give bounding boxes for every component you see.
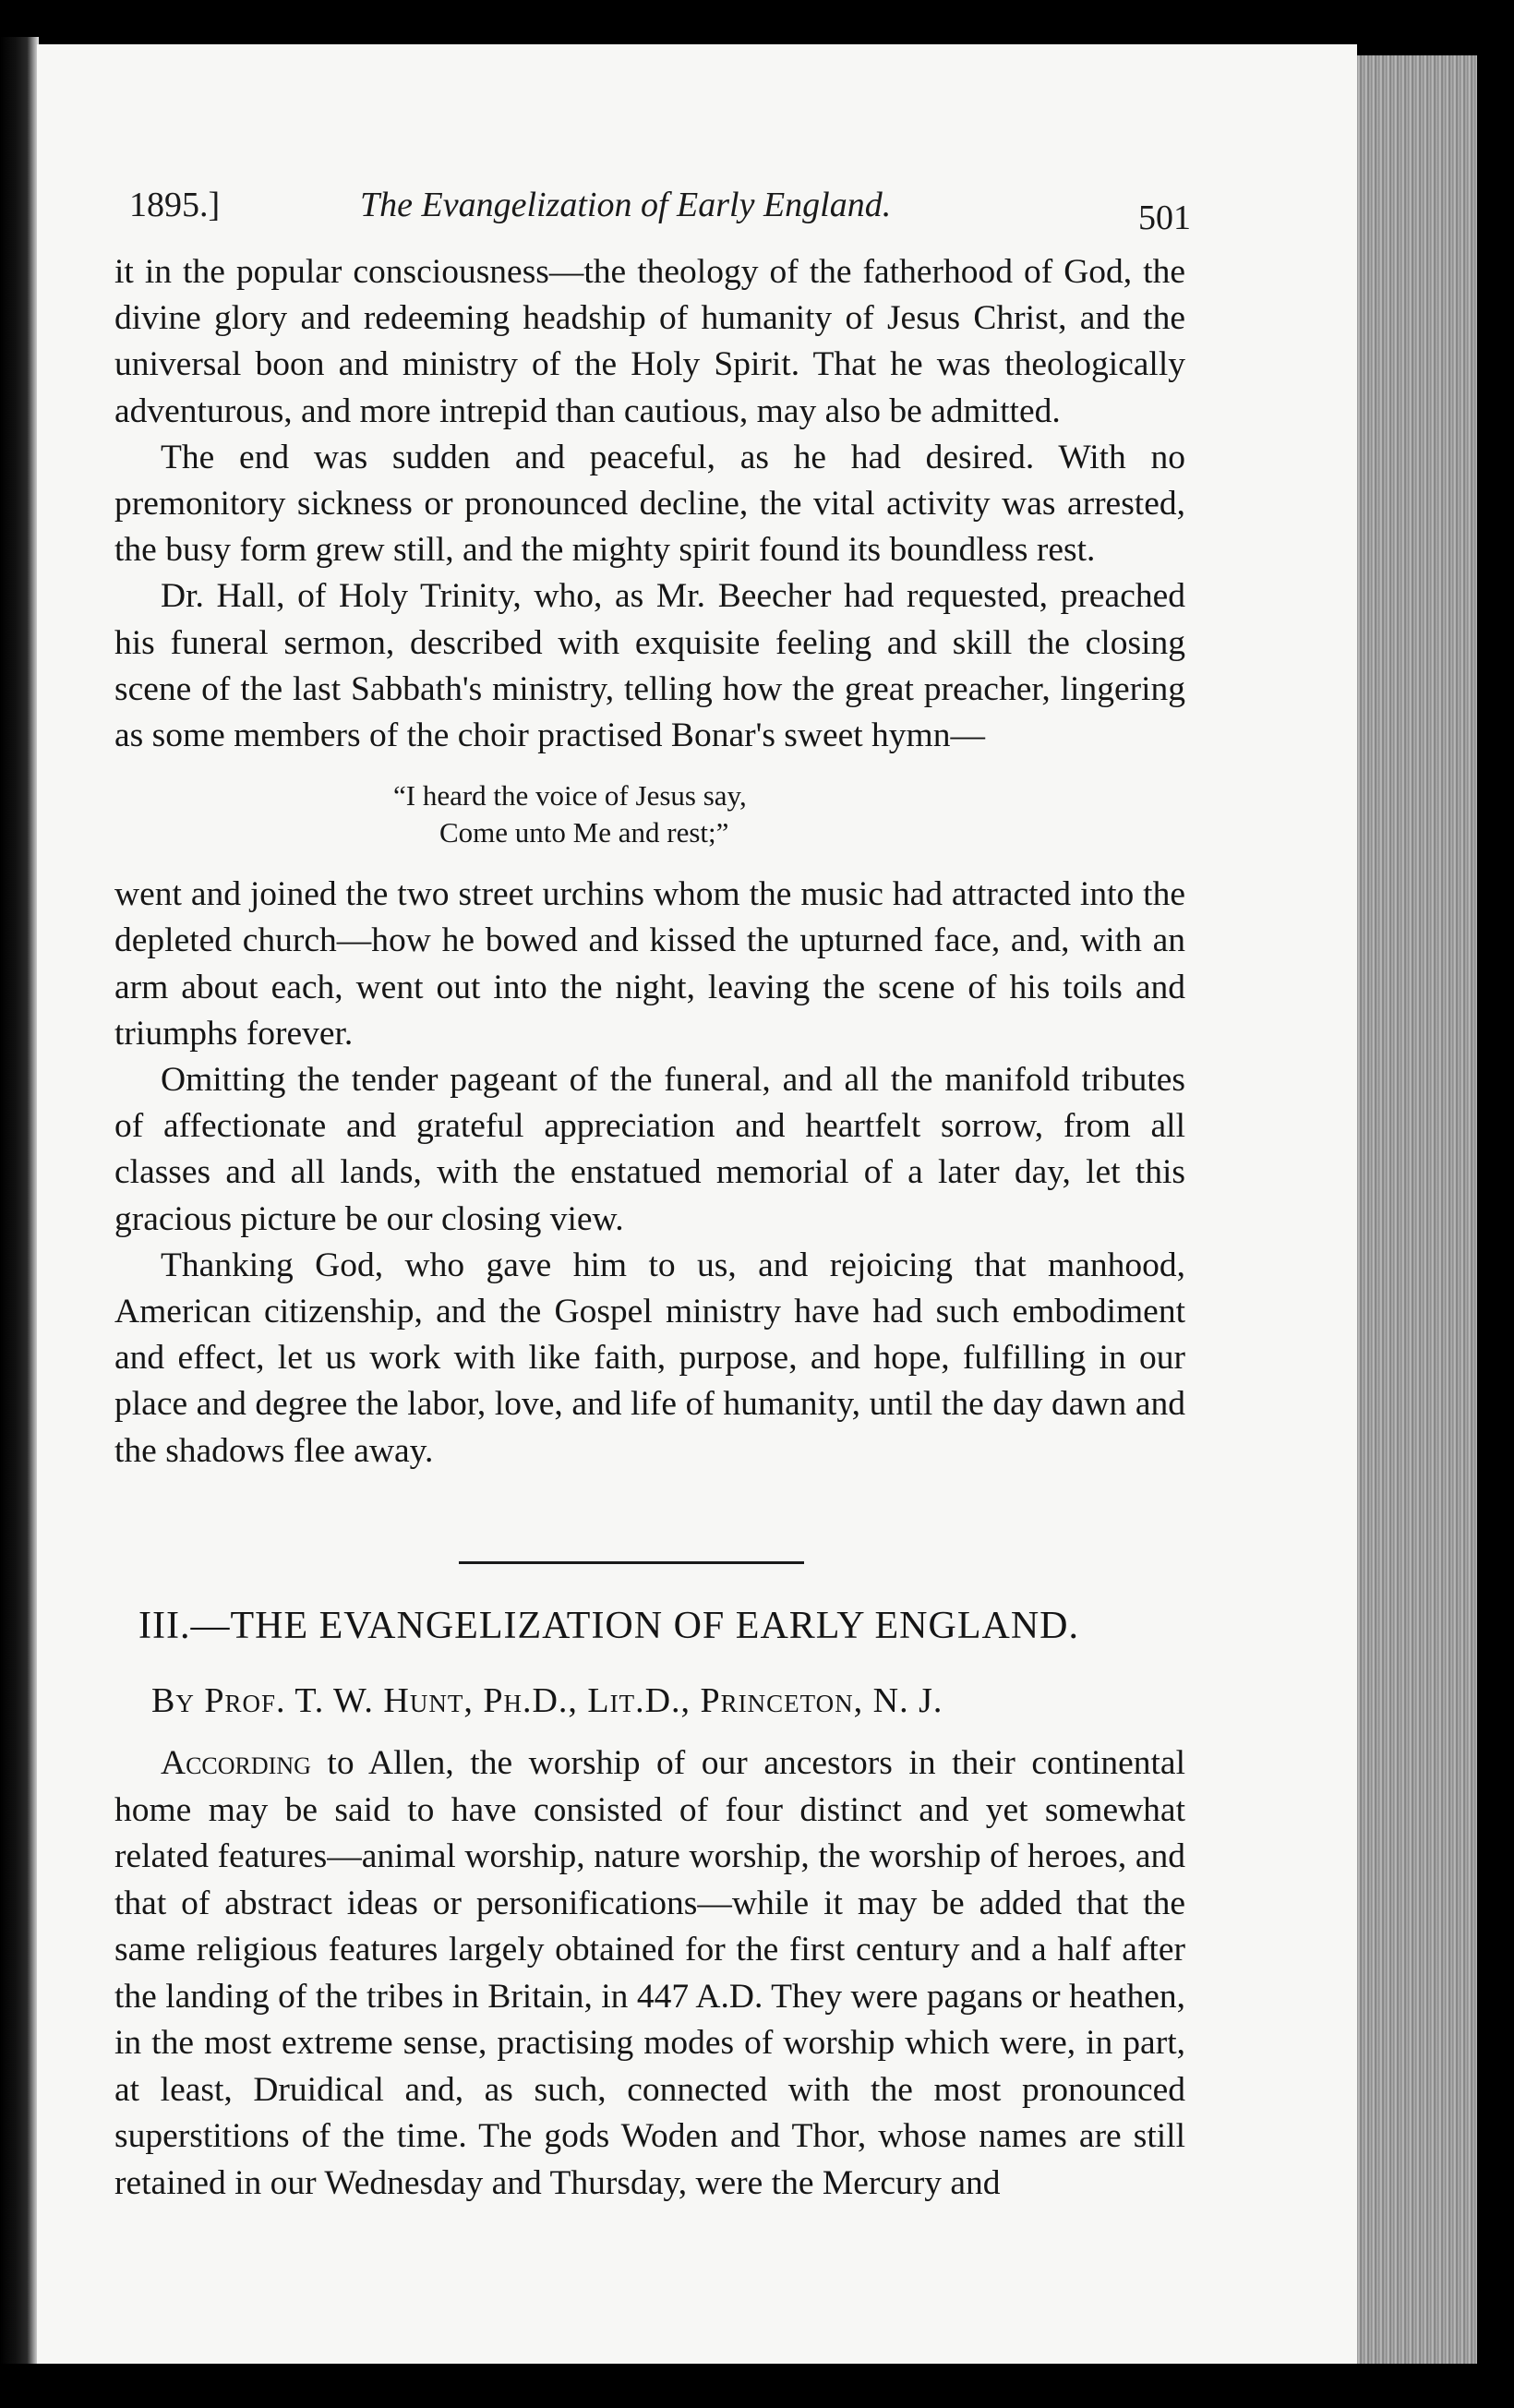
- running-header: [129, 185, 1191, 240]
- paragraph-1: it in the popular consciousness—the theology of the fatherhood of God, the divine glory and redeeming headship of humanity of Jesus Christ, and the universal boon and ministry of the Holy Spirit. That he was theologically adventurous, and more intrepid than cautious, may also be admitted.: [114, 253, 1185, 430]
- hymn-quote: [114, 777, 1185, 851]
- section-divider: [459, 1561, 804, 1564]
- paragraph-3: Dr. Hall, of Holy Trinity, who, as Mr. Beecher had requested, preached his funeral sermon, described with exquisite feeling and skill the closing scene of the last Sabbath's ministry, telling how the great preacher, lingering as some members of the choir practised Bonar's sweet hymn—: [114, 577, 1185, 755]
- paragraph-4: went and joined the two street urchins whom the music had attracted into the depleted church—how he bowed and kissed the upturned face, and, with an arm about each, went out into the night, leaving the scene of his toils and triumphs forever.: [114, 875, 1185, 1053]
- page-fore-edge: [1357, 55, 1494, 2364]
- quote-line-2: Come unto Me and rest;”: [439, 816, 729, 849]
- section-title: III.—THE EVANGELIZATION OF EARLY ENGLAND.: [138, 1605, 1079, 1647]
- author-byline: By Prof. T. W. Hunt, Ph.D., Lit.D., Princeton, N. J.: [151, 1681, 943, 1720]
- background-edge: [1477, 37, 1514, 2382]
- paragraph-6: Thanking God, who gave him to us, and rejoicing that manhood, American citizenship, and the Gospel ministry have had such embodiment and effect, let us work with like faith, purpose, and hope, fulfilling in our place and degree the labor, love, and life of humanity, until the day dawn and the shadows flee away.: [114, 1246, 1185, 1470]
- header-year: 1895.]: [129, 186, 221, 224]
- quote-line-1: “I heard the voice of Jesus say,: [393, 779, 747, 813]
- header-running-title: The Evangelization of Early England.: [360, 186, 892, 224]
- left-page-gutter: [0, 37, 39, 2364]
- paragraph-5: Omitting the tender pageant of the funeral, and all the manifold tributes of affectionate and grateful appreciation and heartfelt sorrow, from all classes and all lands, with the enstatued memorial of a later day, let this gracious picture be our closing view.: [114, 1061, 1185, 1238]
- article-text: [114, 1740, 1185, 2207]
- main-text: [114, 249, 1185, 1475]
- article-paragraph-text: to Allen, the worship of our ancestors in their continental home may be said to have consisted of four distinct and yet somewhat related features—animal worship, nature worship, the worship of heroes, and that of abstract ideas or personifications—while it may be added that the same religious features largely obtained for the first century and a half after the landing of the tribes in Britain, in 447 A.D. They were pagans or heathen, in the most extreme sense, practising modes of worship which were, in part, at least, Druidical and, as such, connected with the most pronounced superstitions of the time. The gods Woden and Thor, whose names are still retained in our Wednesday and Thursday, were the Mercury and: [114, 1744, 1185, 2202]
- lead-word: According: [161, 1744, 311, 1782]
- article-paragraph-1: [114, 1740, 1185, 2207]
- page-number: 501: [1138, 199, 1191, 237]
- paragraph-2: The end was sudden and peaceful, as he had desired. With no premonitory sickness or pronounced decline, the vital activity was arrested, the busy form grew still, and the mighty spirit found its boundless rest.: [114, 438, 1185, 570]
